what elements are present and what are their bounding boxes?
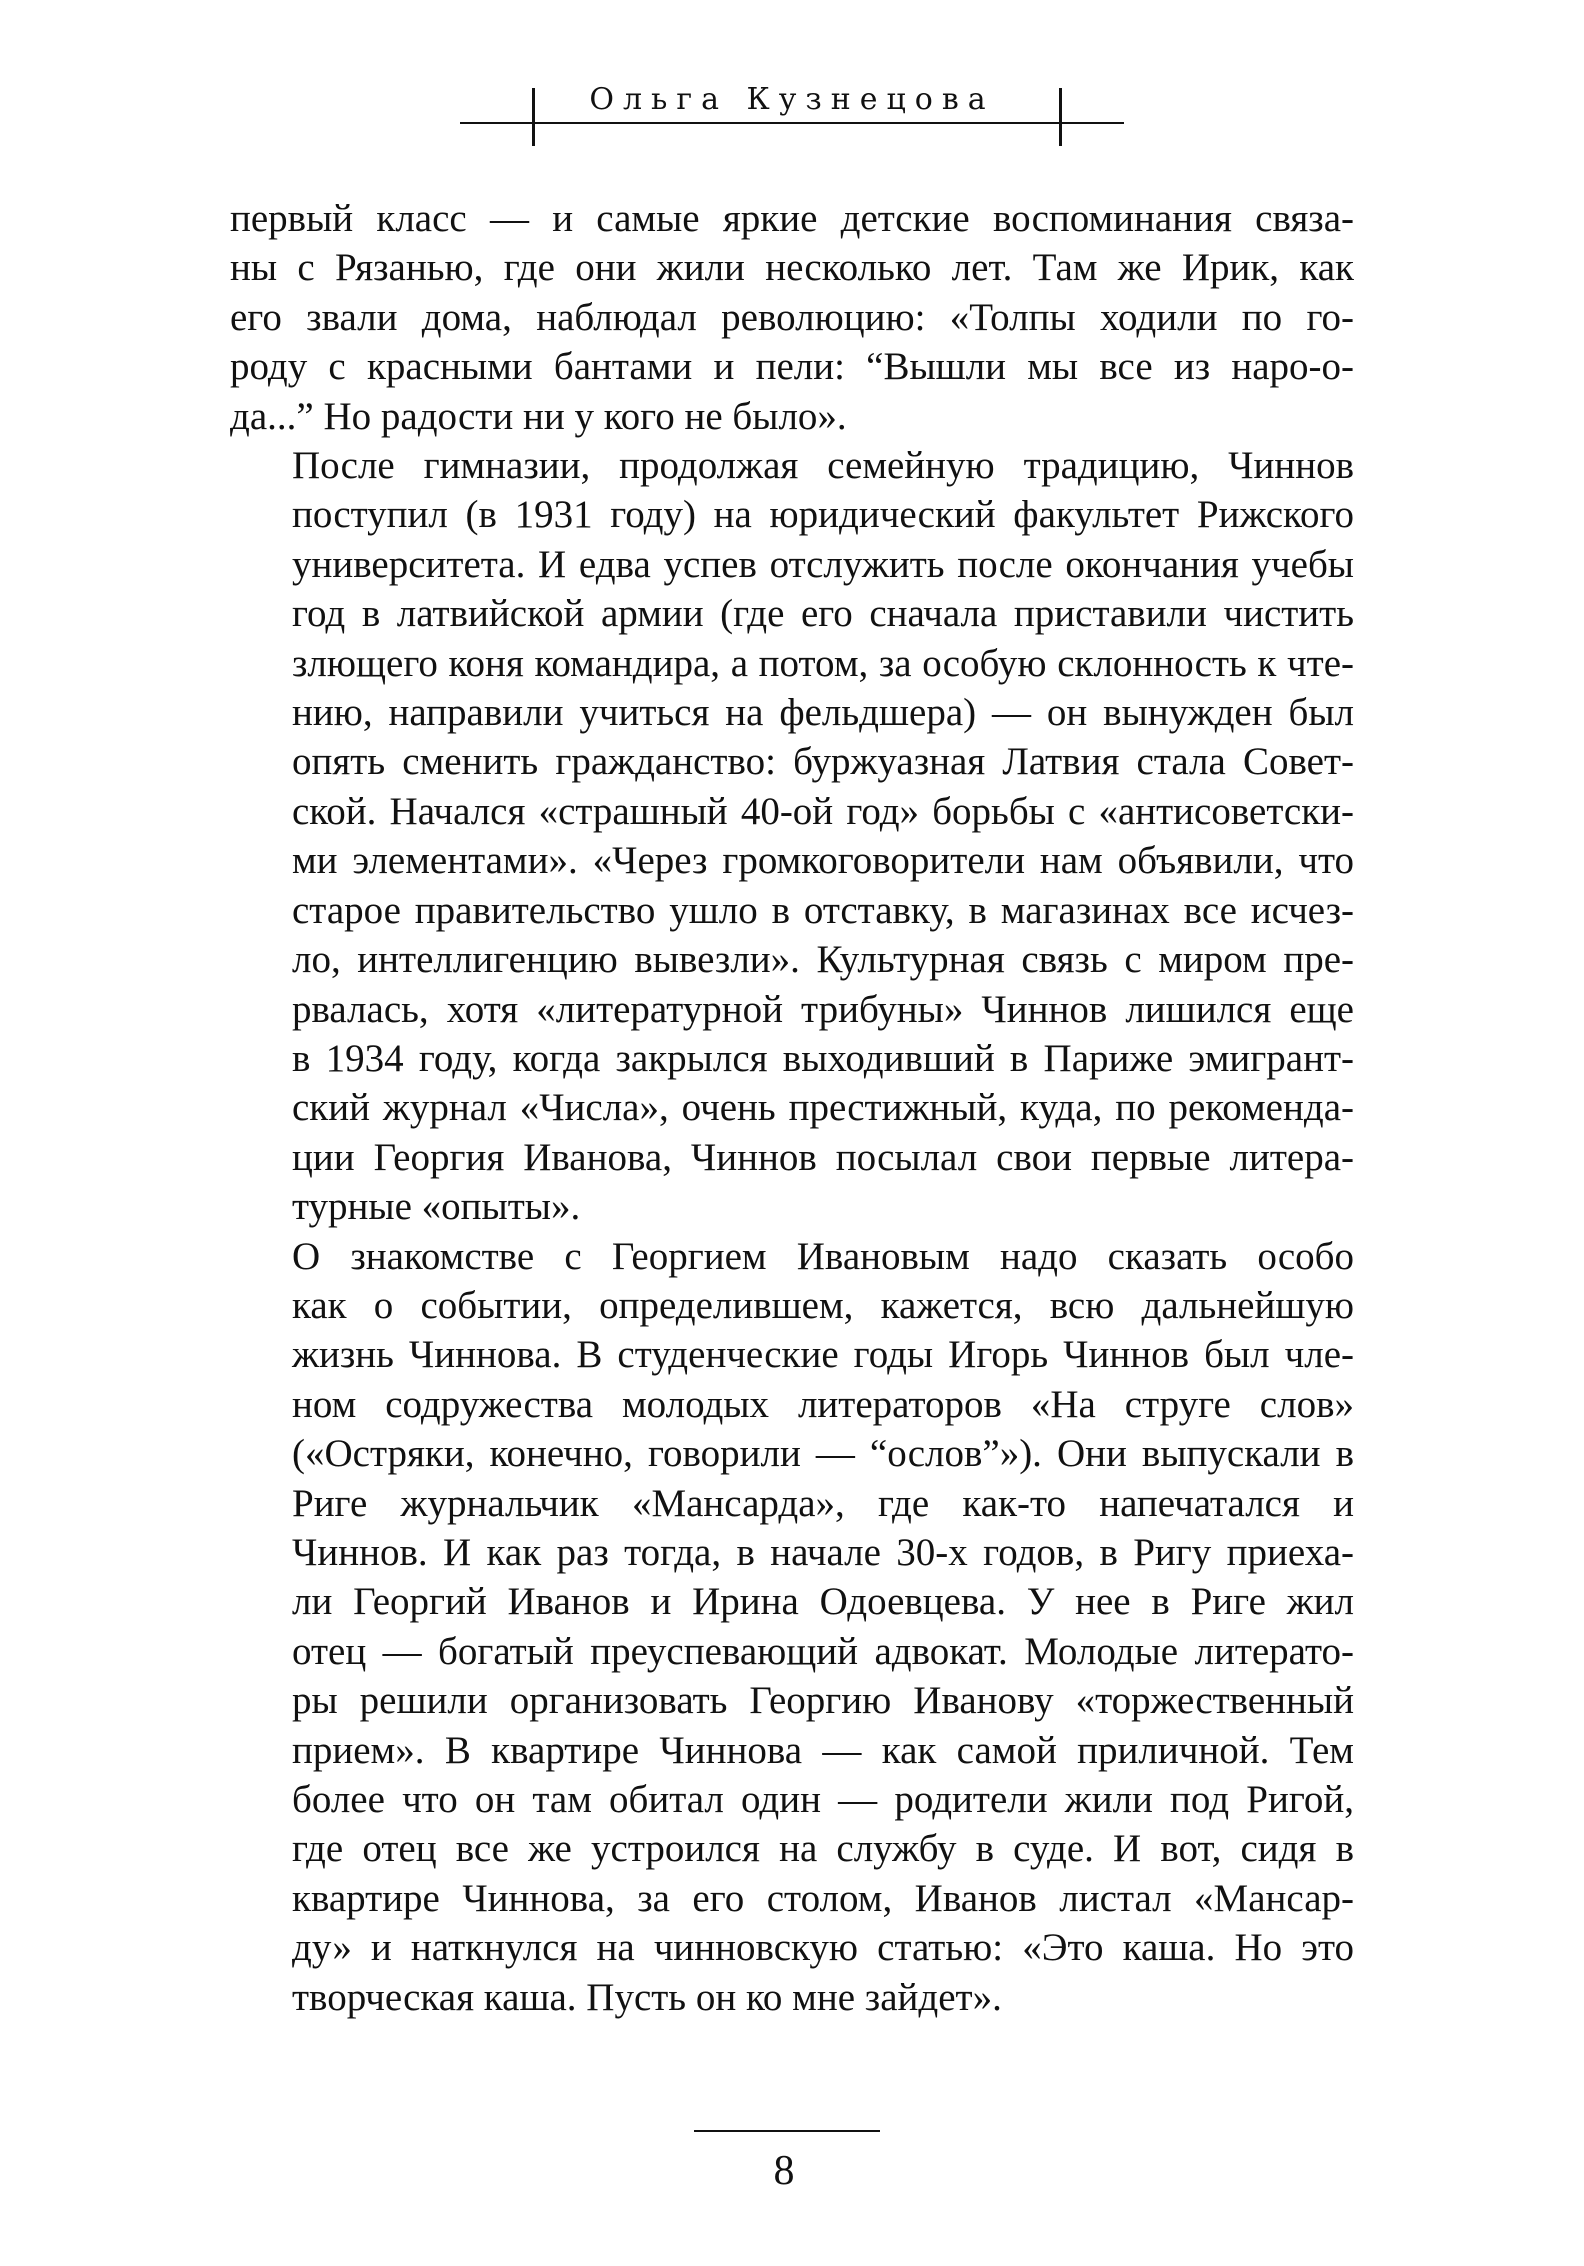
text-line: прием». В квартире Чиннова — как самой приличной. Тем (292, 1728, 1354, 1772)
text-line: где отец все же устроился на службу в суде. И вот, сидя в (292, 1827, 1354, 1871)
text-line: жизнь Чиннова. В студенческие годы Игорь Чиннов был чле- (292, 1333, 1354, 1377)
text-line: ном содружества молодых литераторов «На струге слов» (292, 1382, 1354, 1426)
text-line: ду» и наткнулся на чинновскую статью: «Это каша. Но это (292, 1926, 1354, 1970)
paragraph-2 (230, 441, 1354, 1232)
text-line: старое правительство ушло в отставку, в магазинах все исчез- (292, 888, 1354, 932)
text-line: ны с Рязанью, где они жили несколько лет. Там же Ирик, как (230, 246, 1354, 290)
text-line: как о событии, определившем, кажется, всю дальнейшую (292, 1283, 1354, 1327)
text-line: поступил (в 1931 году) на юридический факультет Рижского (292, 493, 1354, 537)
text-line: турные «опыты». (292, 1185, 581, 1229)
text-line: После гимназии, продолжая семейную традицию, Чиннов (292, 444, 1354, 488)
text-line: ской. Начался «страшный 40-ой год» борьбы с «антисоветски- (292, 789, 1354, 833)
text-line: О знакомстве с Георгием Ивановым надо сказать особо (292, 1234, 1354, 1278)
text-line: ский журнал «Числа», очень престижный, куда, по рекоменда- (292, 1086, 1354, 1130)
text-line: отец — богатый преуспевающий адвокат. Молодые литерато- (292, 1629, 1354, 1673)
text-line: ло, интеллигенцию вывезли». Культурная связь с миром пре- (292, 938, 1354, 982)
text-line: роду с красными бантами и пели: “Вышли мы все из наро-о- (230, 345, 1354, 389)
text-line: рвалась, хотя «литературной трибуны» Чиннов лишился еще (292, 987, 1354, 1031)
text-line: злющего коня командира, а потом, за особую склонность к чте- (292, 641, 1354, 685)
text-line: нию, направили учиться на фельдшера) — он вынужден был (292, 691, 1354, 735)
running-head-title: Ольга Кузнецова (589, 82, 995, 117)
text-line: университета. И едва успев отслужить после окончания учебы (292, 542, 1354, 586)
paragraph-1 (230, 194, 1354, 441)
text-line: творческая каша. Пусть он ко мне зайдет». (292, 1975, 1002, 2019)
paragraph-3 (230, 1232, 1354, 2023)
text-line: год в латвийской армии (где его сначала приставили чистить (292, 592, 1354, 636)
text-line: ции Георгия Иванова, Чиннов посылал свои первые литера- (292, 1135, 1354, 1179)
body-text (230, 194, 1354, 2022)
text-line: опять сменить гражданство: буржуазная Латвия стала Совет- (292, 740, 1354, 784)
text-line: ры решили организовать Георгию Иванову «торжественный (292, 1679, 1354, 1723)
page-number-text: 8 (773, 2148, 795, 2194)
text-line: первый класс — и самые яркие детские воспоминания связа- (230, 197, 1354, 240)
running-head-rule (460, 122, 1124, 124)
text-line: ми элементами». «Через громкоговорители нам объявили, что (292, 839, 1354, 883)
text-line: более что он там обитал один — родители жили под Ригой, (292, 1778, 1354, 1821)
page-number (0, 2146, 1584, 2196)
text-line: да...” Но радости ни у кого не было». (230, 394, 847, 438)
text-line: ли Георгий Иванов и Ирина Одоевцева. У нее в Риге жил (292, 1580, 1354, 1624)
text-line: Чиннов. И как раз тогда, в начале 30-х годов, в Ригу приеха- (292, 1530, 1354, 1574)
text-line: в 1934 году, когда закрылся выходивший в Париже эмигрант- (292, 1036, 1354, 1080)
footer-rule (694, 2130, 880, 2132)
running-head (460, 80, 1124, 136)
text-line: его звали дома, наблюдал революцию: «Толпы ходили по го- (230, 295, 1354, 339)
text-line: («Остряки, конечно, говорили — “ослов”»). Они выпускали в (292, 1432, 1354, 1476)
text-line: Риге журнальчик «Мансарда», где как-то напечатался и (292, 1481, 1354, 1525)
text-line: квартире Чиннова, за его столом, Иванов листал «Мансар- (292, 1876, 1354, 1920)
